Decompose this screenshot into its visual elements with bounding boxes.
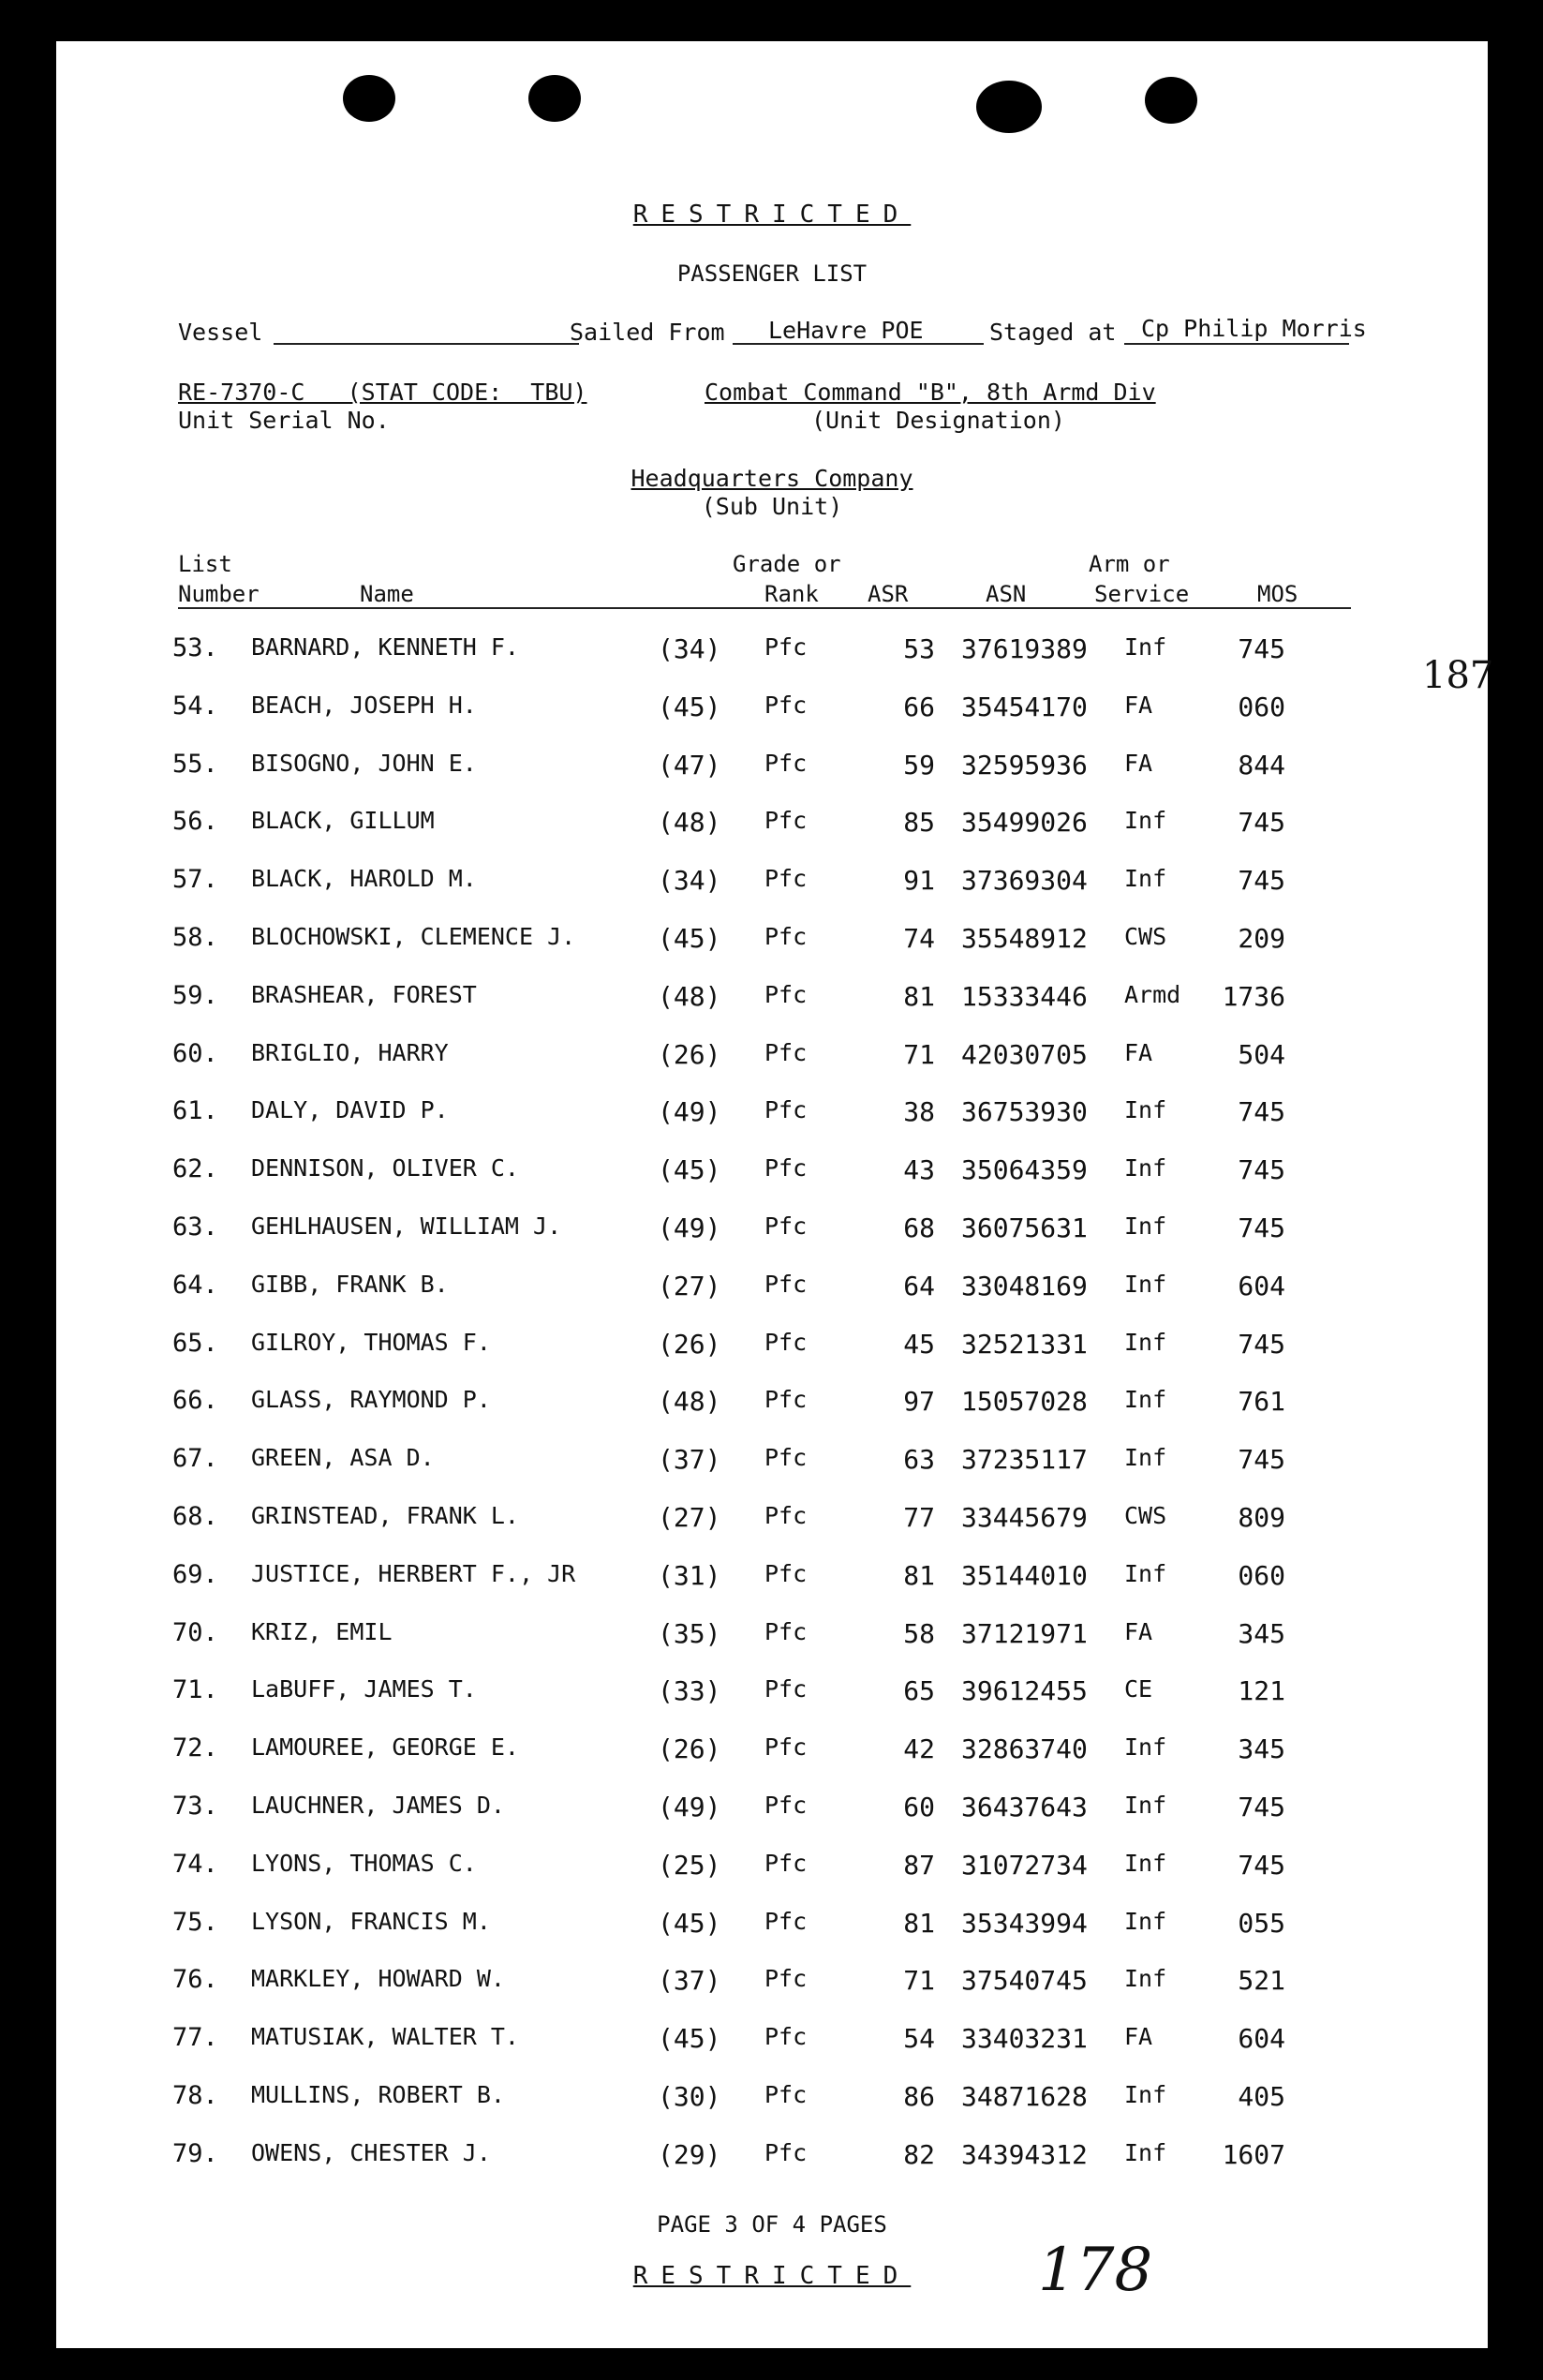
cell-rank: Pfc xyxy=(764,1849,808,1877)
cell-age: (45) xyxy=(658,923,721,954)
table-row xyxy=(56,1154,1488,1192)
cell-asr: 74 xyxy=(903,923,935,954)
cell-asr: 77 xyxy=(903,1502,935,1533)
cell-rank: Pfc xyxy=(764,1502,808,1529)
cell-asn: 33403231 xyxy=(961,2023,1088,2055)
col-header-list: List xyxy=(178,551,232,577)
table-row xyxy=(56,2023,1488,2060)
table-row xyxy=(56,2139,1488,2177)
cell-age: (49) xyxy=(658,1096,721,1128)
cell-mos: 055 xyxy=(1238,1907,1285,1939)
cell-num: 68. xyxy=(172,1502,218,1531)
cell-num: 63. xyxy=(172,1212,218,1242)
cell-name: GLASS, RAYMOND P. xyxy=(251,1386,491,1414)
table-row xyxy=(56,1386,1488,1423)
cell-asr: 63 xyxy=(903,1444,935,1476)
cell-rank: Pfc xyxy=(764,923,808,950)
cell-asr: 82 xyxy=(903,2138,935,2170)
cell-arm: Inf xyxy=(1124,1792,1167,1819)
cell-asn: 35144010 xyxy=(961,1559,1088,1591)
cell-rank: Pfc xyxy=(764,807,808,835)
cell-arm: Inf xyxy=(1124,1849,1167,1877)
cell-asn: 37369304 xyxy=(961,865,1088,897)
cell-asr: 66 xyxy=(903,691,935,722)
table-row xyxy=(56,1908,1488,1945)
cell-age: (26) xyxy=(658,1328,721,1360)
cell-arm: Armd xyxy=(1124,980,1181,1008)
table-row xyxy=(56,1792,1488,1829)
unit-serial-label: Unit Serial No. xyxy=(178,407,390,434)
cell-num: 65. xyxy=(172,1328,218,1358)
cell-arm: CWS xyxy=(1124,1502,1167,1529)
cell-age: (48) xyxy=(658,807,721,839)
cell-asn: 32595936 xyxy=(961,749,1088,781)
staged-underline xyxy=(1124,343,1349,345)
cell-arm: Inf xyxy=(1124,2138,1167,2166)
col-header-rank: Rank xyxy=(764,581,819,607)
cell-name: LAUCHNER, JAMES D. xyxy=(251,1792,505,1819)
cell-arm: FA xyxy=(1124,1038,1153,1066)
cell-name: BLACK, GILLUM xyxy=(251,807,435,835)
table-row xyxy=(56,1850,1488,1887)
table-row xyxy=(56,692,1488,729)
cell-asn: 37540745 xyxy=(961,1965,1088,1997)
cell-rank: Pfc xyxy=(764,1675,808,1703)
cell-num: 60. xyxy=(172,1038,218,1068)
cell-mos: 060 xyxy=(1238,1559,1285,1591)
cell-num: 70. xyxy=(172,1617,218,1647)
unit-serial-value: RE-7370-C (STAT CODE: TBU) xyxy=(178,379,587,406)
cell-name: BRIGLIO, HARRY xyxy=(251,1038,449,1066)
cell-asn: 31072734 xyxy=(961,1849,1088,1881)
cell-age: (47) xyxy=(658,749,721,781)
table-row xyxy=(56,865,1488,902)
cell-mos: 745 xyxy=(1238,1792,1285,1822)
cell-name: JUSTICE, HERBERT F., JR xyxy=(251,1559,576,1587)
table-row xyxy=(56,1733,1488,1771)
cell-rank: Pfc xyxy=(764,1270,808,1298)
cell-mos: 604 xyxy=(1238,2023,1285,2055)
cell-asr: 43 xyxy=(903,1154,935,1186)
cell-arm: Inf xyxy=(1124,633,1167,661)
cell-mos: 1736 xyxy=(1222,980,1285,1012)
cell-rank: Pfc xyxy=(764,1733,808,1762)
staged-value: Cp Philip Morris xyxy=(1141,315,1367,342)
cell-mos: 745 xyxy=(1238,1154,1285,1186)
page-title: PASSENGER LIST xyxy=(676,260,868,287)
cell-asr: 59 xyxy=(903,749,935,781)
cell-mos: 745 xyxy=(1238,807,1285,839)
cell-num: 77. xyxy=(172,2023,218,2053)
cell-asn: 42030705 xyxy=(961,1038,1088,1070)
cell-num: 62. xyxy=(172,1154,218,1184)
cell-asr: 53 xyxy=(903,633,935,664)
table-row xyxy=(56,2081,1488,2119)
cell-arm: Inf xyxy=(1124,1444,1167,1472)
cell-rank: Pfc xyxy=(764,1386,808,1414)
cell-name: BISOGNO, JOHN E. xyxy=(251,749,477,777)
table-row xyxy=(56,923,1488,960)
cell-name: GREEN, ASA D. xyxy=(251,1444,435,1472)
cell-asn: 37619389 xyxy=(961,633,1088,664)
cell-arm: Inf xyxy=(1124,807,1167,835)
cell-asr: 54 xyxy=(903,2023,935,2055)
cell-asr: 71 xyxy=(903,1965,935,1997)
cell-age: (29) xyxy=(658,2138,721,2170)
punch-hole xyxy=(343,75,395,122)
cell-asn: 37121971 xyxy=(961,1617,1088,1649)
cell-age: (45) xyxy=(658,691,721,722)
cell-rank: Pfc xyxy=(764,865,808,893)
cell-asr: 45 xyxy=(903,1328,935,1360)
table-row xyxy=(56,1502,1488,1540)
cell-asn: 34871628 xyxy=(961,2081,1088,2112)
cell-asr: 58 xyxy=(903,1617,935,1649)
cell-age: (34) xyxy=(658,865,721,897)
table-row xyxy=(56,1560,1488,1598)
cell-num: 61. xyxy=(172,1096,218,1126)
cell-arm: Inf xyxy=(1124,1907,1167,1935)
cell-name: LAMOUREE, GEORGE E. xyxy=(251,1733,519,1762)
cell-age: (34) xyxy=(658,633,721,664)
cell-rank: Pfc xyxy=(764,2023,808,2051)
cell-arm: Inf xyxy=(1124,1965,1167,1993)
cell-name: KRIZ, EMIL xyxy=(251,1617,393,1645)
table-row xyxy=(56,981,1488,1019)
table-row xyxy=(56,807,1488,844)
handwritten-page-number: 178 xyxy=(1038,2236,1153,2305)
cell-arm: Inf xyxy=(1124,1270,1167,1298)
cell-age: (31) xyxy=(658,1559,721,1591)
col-header-arm: Arm or xyxy=(1089,551,1170,577)
cell-num: 55. xyxy=(172,749,218,779)
table-row xyxy=(56,1444,1488,1481)
cell-asr: 38 xyxy=(903,1096,935,1128)
punch-hole xyxy=(528,75,581,122)
cell-num: 73. xyxy=(172,1792,218,1821)
cell-mos: 1607 xyxy=(1222,2138,1285,2170)
cell-rank: Pfc xyxy=(764,1444,808,1472)
cell-arm: CWS xyxy=(1124,923,1167,950)
vessel-label: Vessel xyxy=(178,319,263,346)
cell-age: (25) xyxy=(658,1849,721,1881)
table-row xyxy=(56,1965,1488,2002)
cell-arm: CE xyxy=(1124,1675,1153,1703)
col-header-asr: ASR xyxy=(868,581,909,607)
cell-name: BLOCHOWSKI, CLEMENCE J. xyxy=(251,923,576,950)
cell-mos: 345 xyxy=(1238,1617,1285,1649)
cell-asr: 60 xyxy=(903,1792,935,1822)
cell-num: 53. xyxy=(172,633,218,662)
cell-asr: 81 xyxy=(903,980,935,1012)
cell-age: (45) xyxy=(658,1907,721,1939)
cell-arm: FA xyxy=(1124,1617,1153,1645)
cell-name: GEHLHAUSEN, WILLIAM J. xyxy=(251,1212,562,1240)
cell-name: LaBUFF, JAMES T. xyxy=(251,1675,477,1703)
cell-num: 69. xyxy=(172,1559,218,1589)
unit-designation-value: Combat Command "B", 8th Armd Div xyxy=(705,379,1156,406)
cell-asr: 81 xyxy=(903,1559,935,1591)
cell-name: MATUSIAK, WALTER T. xyxy=(251,2023,519,2051)
cell-asn: 15057028 xyxy=(961,1386,1088,1418)
cell-arm: Inf xyxy=(1124,1154,1167,1183)
cell-age: (37) xyxy=(658,1965,721,1997)
col-header-mos: MOS xyxy=(1257,581,1298,607)
cell-num: 56. xyxy=(172,807,218,837)
cell-rank: Pfc xyxy=(764,1792,808,1819)
cell-name: LYONS, THOMAS C. xyxy=(251,1849,477,1877)
cell-mos: 405 xyxy=(1238,2081,1285,2112)
cell-asn: 32521331 xyxy=(961,1328,1088,1360)
cell-asr: 87 xyxy=(903,1849,935,1881)
cell-mos: 504 xyxy=(1238,1038,1285,1070)
cell-num: 59. xyxy=(172,980,218,1010)
cell-rank: Pfc xyxy=(764,1154,808,1183)
col-header-grade: Grade or xyxy=(733,551,841,577)
cell-asr: 97 xyxy=(903,1386,935,1418)
cell-asr: 42 xyxy=(903,1733,935,1765)
cell-num: 75. xyxy=(172,1907,218,1937)
cell-age: (45) xyxy=(658,2023,721,2055)
cell-num: 57. xyxy=(172,865,218,895)
cell-mos: 604 xyxy=(1238,1270,1285,1302)
restricted-heading: RESTRICTED xyxy=(632,201,912,229)
cell-age: (49) xyxy=(658,1212,721,1243)
cell-num: 67. xyxy=(172,1444,218,1474)
cell-asn: 39612455 xyxy=(961,1675,1088,1707)
cell-age: (48) xyxy=(658,980,721,1012)
cell-name: MARKLEY, HOWARD W. xyxy=(251,1965,505,1993)
cell-age: (30) xyxy=(658,2081,721,2112)
cell-mos: 761 xyxy=(1238,1386,1285,1418)
cell-age: (48) xyxy=(658,1386,721,1418)
cell-arm: Inf xyxy=(1124,865,1167,893)
cell-asn: 33445679 xyxy=(961,1502,1088,1533)
cell-mos: 745 xyxy=(1238,1328,1285,1360)
cell-num: 74. xyxy=(172,1849,218,1879)
cell-mos: 745 xyxy=(1238,1444,1285,1476)
cell-asn: 32863740 xyxy=(961,1733,1088,1765)
cell-name: DENNISON, OLIVER C. xyxy=(251,1154,519,1183)
cell-age: (27) xyxy=(658,1270,721,1302)
cell-rank: Pfc xyxy=(764,1328,808,1356)
col-header-asn: ASN xyxy=(986,581,1027,607)
cell-age: (26) xyxy=(658,1038,721,1070)
cell-mos: 809 xyxy=(1238,1502,1285,1533)
cell-rank: Pfc xyxy=(764,2081,808,2108)
cell-asr: 65 xyxy=(903,1675,935,1707)
cell-arm: Inf xyxy=(1124,1733,1167,1762)
document-page xyxy=(56,41,1494,2348)
cell-mos: 745 xyxy=(1238,1849,1285,1881)
cell-name: MULLINS, ROBERT B. xyxy=(251,2081,505,2108)
cell-num: 76. xyxy=(172,1965,218,1995)
cell-num: 66. xyxy=(172,1386,218,1416)
cell-name: GRINSTEAD, FRANK L. xyxy=(251,1502,519,1529)
cell-mos: 345 xyxy=(1238,1733,1285,1765)
cell-rank: Pfc xyxy=(764,2138,808,2166)
col-header-service: Service xyxy=(1094,581,1190,607)
cell-name: BEACH, JOSEPH H. xyxy=(251,691,477,719)
col-header-number: Number xyxy=(178,581,260,607)
cell-age: (35) xyxy=(658,1617,721,1649)
cell-mos: 745 xyxy=(1238,1096,1285,1128)
cell-rank: Pfc xyxy=(764,1212,808,1240)
cell-age: (49) xyxy=(658,1792,721,1822)
cell-asn: 33048169 xyxy=(961,1270,1088,1302)
cell-asn: 35343994 xyxy=(961,1907,1088,1939)
sailed-label: Sailed From xyxy=(570,319,725,346)
cell-mos: 209 xyxy=(1238,923,1285,954)
cell-asn: 35548912 xyxy=(961,923,1088,954)
cell-mos: 745 xyxy=(1238,1212,1285,1243)
cell-rank: Pfc xyxy=(764,749,808,777)
restricted-footer: RESTRICTED xyxy=(632,2262,912,2290)
cell-arm: Inf xyxy=(1124,1096,1167,1124)
cell-rank: Pfc xyxy=(764,1038,808,1066)
header-rule xyxy=(178,607,1351,609)
cell-name: LYSON, FRANCIS M. xyxy=(251,1907,491,1935)
cell-rank: Pfc xyxy=(764,633,808,661)
cell-asr: 85 xyxy=(903,807,935,839)
cell-asn: 34394312 xyxy=(961,2138,1088,2170)
cell-age: (33) xyxy=(658,1675,721,1707)
cell-asr: 91 xyxy=(903,865,935,897)
table-row xyxy=(56,1329,1488,1366)
margin-stamp-number: 187 xyxy=(1422,654,1494,697)
unit-designation-label: (Unit Designation) xyxy=(811,407,1065,434)
cell-age: (26) xyxy=(658,1733,721,1765)
cell-num: 78. xyxy=(172,2081,218,2110)
cell-mos: 745 xyxy=(1238,633,1285,664)
vessel-underline xyxy=(274,343,579,345)
cell-arm: FA xyxy=(1124,749,1153,777)
cell-asr: 64 xyxy=(903,1270,935,1302)
table-row xyxy=(56,750,1488,787)
cell-arm: Inf xyxy=(1124,1328,1167,1356)
cell-rank: Pfc xyxy=(764,1559,808,1587)
cell-arm: Inf xyxy=(1124,1386,1167,1414)
cell-mos: 521 xyxy=(1238,1965,1285,1997)
cell-name: GIBB, FRANK B. xyxy=(251,1270,449,1298)
cell-asn: 36753930 xyxy=(961,1096,1088,1128)
cell-rank: Pfc xyxy=(764,980,808,1008)
cell-age: (27) xyxy=(658,1502,721,1533)
cell-num: 71. xyxy=(172,1675,218,1705)
cell-num: 64. xyxy=(172,1270,218,1300)
table-row xyxy=(56,1212,1488,1250)
table-row xyxy=(56,1271,1488,1308)
cell-rank: Pfc xyxy=(764,691,808,719)
cell-name: GILROY, THOMAS F. xyxy=(251,1328,491,1356)
cell-arm: Inf xyxy=(1124,2081,1167,2108)
punch-hole xyxy=(1145,77,1197,124)
table-row xyxy=(56,1039,1488,1077)
cell-asn: 15333446 xyxy=(961,980,1088,1012)
cell-name: OWENS, CHESTER J. xyxy=(251,2138,491,2166)
cell-asn: 37235117 xyxy=(961,1444,1088,1476)
cell-name: BARNARD, KENNETH F. xyxy=(251,633,519,661)
sailed-value: LeHavre POE xyxy=(768,317,924,344)
cell-mos: 060 xyxy=(1238,691,1285,722)
cell-mos: 745 xyxy=(1238,865,1285,897)
staged-label: Staged at xyxy=(989,319,1117,346)
cell-arm: FA xyxy=(1124,2023,1153,2051)
cell-asn: 36075631 xyxy=(961,1212,1088,1243)
punch-hole xyxy=(976,81,1042,133)
cell-name: DALY, DAVID P. xyxy=(251,1096,449,1124)
cell-age: (37) xyxy=(658,1444,721,1476)
cell-rank: Pfc xyxy=(764,1907,808,1935)
table-row xyxy=(56,633,1488,671)
cell-num: 58. xyxy=(172,923,218,952)
cell-num: 72. xyxy=(172,1733,218,1763)
cell-mos: 844 xyxy=(1238,749,1285,781)
cell-asn: 35499026 xyxy=(961,807,1088,839)
cell-asr: 81 xyxy=(903,1907,935,1939)
cell-asn: 36437643 xyxy=(961,1792,1088,1822)
cell-arm: Inf xyxy=(1124,1212,1167,1240)
cell-age: (45) xyxy=(658,1154,721,1186)
sub-unit-value: Headquarters Company xyxy=(631,465,913,492)
table-row xyxy=(56,1618,1488,1656)
cell-name: BRASHEAR, FOREST xyxy=(251,980,477,1008)
cell-arm: FA xyxy=(1124,691,1153,719)
cell-asr: 86 xyxy=(903,2081,935,2112)
cell-asr: 68 xyxy=(903,1212,935,1243)
cell-num: 54. xyxy=(172,691,218,721)
cell-rank: Pfc xyxy=(764,1617,808,1645)
cell-arm: Inf xyxy=(1124,1559,1167,1587)
cell-rank: Pfc xyxy=(764,1096,808,1124)
cell-asn: 35064359 xyxy=(961,1154,1088,1186)
cell-asr: 71 xyxy=(903,1038,935,1070)
cell-mos: 121 xyxy=(1238,1675,1285,1707)
page-indicator: PAGE 3 OF 4 PAGES xyxy=(657,2211,887,2238)
col-header-name: Name xyxy=(360,581,414,607)
cell-asn: 35454170 xyxy=(961,691,1088,722)
cell-name: BLACK, HAROLD M. xyxy=(251,865,477,893)
table-row xyxy=(56,1096,1488,1134)
cell-num: 79. xyxy=(172,2138,218,2168)
sub-unit-label: (Sub Unit) xyxy=(701,493,843,520)
table-row xyxy=(56,1675,1488,1713)
cell-rank: Pfc xyxy=(764,1965,808,1993)
